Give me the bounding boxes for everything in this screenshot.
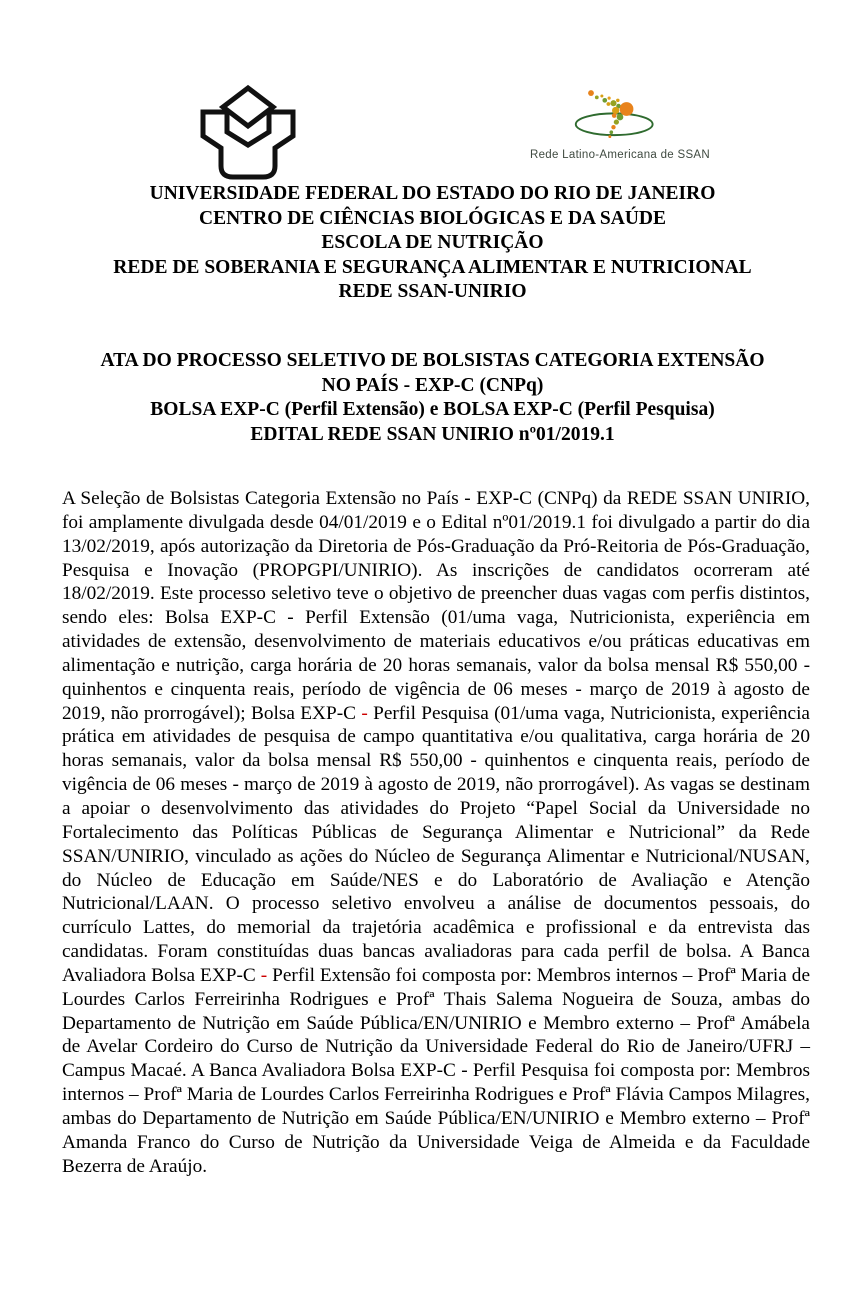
institution-header [0,182,865,305]
header-line-network: REDE DE SOBERANIA E SEGURANÇA ALIMENTAR E NUTRICIONAL [113,256,752,278]
header-line-school: ESCOLA DE NUTRIÇÃO [321,232,544,254]
header-line-center: CENTRO DE CIÊNCIAS BIOLÓGICAS E DA SAÚDE [198,207,667,229]
title-line-3: BOLSA EXP-C (Perfil Extensão) e BOLSA EXP-C (Perfil Pesquisa) [150,399,715,421]
body-text-segment: Perfil Pesquisa (01/uma vaga, Nutricionista, experiência prática em atividades de pesquisa de campo quantitativa e/ou qualitativa, carga horária de 20 horas semanais, valor da bolsa mensal R$ 550,00 - quinhentos e cinquenta reais, período de vigência de 06 meses - março de 2019 à agosto de 2019, não prorrogável). As vagas se destinam a apoiar o desenvolvimento das atividades do Projeto “Papel Social da Universidade no Fortalecimento das Políticas Públicas de Segurança Alimentar e Nutricional” da Rede SSAN/UNIRIO, vinculado as ações do Núcleo de Segurança Alimentar e Nutricional/NUSAN, do Núcleo de Educação em Saúde/NES e do Laboratório de Avaliação e Atenção Nutricional/LAAN. O processo seletivo envolveu a análise de documentos pessoais, do currículo Lattes, do memorial da trajetória acadêmica e profissional e da entrevista das candidatas. Foram constituídas duas bancas avaliadoras para cada perfil de bolsa. A Banca Avaliadora Bolsa EXP-C [62,702,810,986]
header-line-university: UNIVERSIDADE FEDERAL DO ESTADO DO RIO DE JANEIRO [149,183,716,204]
body-text-segment: A Seleção de Bolsistas Categoria Extensão no País - EXP-C (CNPq) da REDE SSAN UNIRIO, foi amplamente divulgada desde 04/01/2019 e o Edital nº01/2019.1 foi divulgado a partir do dia 13/02/2019, após autorização da Diretoria de Pós-Graduação da Pró-Reitoria de Pós-Graduação, Pesquisa e Inovação (PROPGPI/UNIRIO). As inscrições de candidatos ocorreram até 18/02/2019. Este processo seletivo teve o objetivo de preencher duas vagas com perfis distintos, sendo eles: Bolsa EXP-C - Perfil Extensão (01/uma vaga, Nutricionista, experiência em atividades de extensão, desenvolvimento de materiais educativos e/ou práticas educativas em alimentação e nutrição, carga horária de 20 horas semanais, valor da bolsa mensal R$ 550,00 - quinhentos e cinquenta reais, período de vigência de 06 meses - março de 2019 à agosto de 2019, não prorrogável); Bolsa EXP-C [62,488,810,724]
ssan-map-icon [545,88,695,146]
header-line-rede-ssan: REDE SSAN-UNIRIO [338,281,527,303]
body-red-hyphen: - [361,702,368,724]
title-line-4: EDITAL REDE SSAN UNIRIO nº01/2019.1 [250,423,615,445]
body-text-segment: Perfil Extensão foi composta por: Membros internos – Profª Maria de Lourdes Carlos Ferreirinha Rodrigues e Profª Thais Salema Nogueira de Souza, ambas do Departamento de Nutrição em Saúde Pública/EN/UNIRIO e Membro externo – Profª Amábela de Avelar Cordeiro do Curso de Nutrição da Universidade Federal do Rio de Janeiro/UFRJ – Campus Macaé. A Banca Avaliadora Bolsa EXP-C - Perfil Pesquisa foi composta por: Membros internos – Profª Maria de Lourdes Carlos Ferreirinha Rodrigues e Profª Flávia Campos Milagres, ambas do Departamento de Nutrição em Saúde Pública/EN/UNIRIO e Membro externo – Profª Amanda Franco do Curso de Nutrição da Universidade Veiga de Almeida e da Faculdade Bezerra de Araújo. [62,964,811,1177]
title-line-2: NO PAÍS - EXP-C (CNPq) [321,374,544,396]
unirio-crest-icon [196,84,300,182]
ssan-logo [518,88,722,161]
body-red-hyphen: - [260,964,268,986]
unirio-logo [196,84,300,182]
document-title [0,349,865,447]
body-paragraph [62,487,810,1178]
ssan-logo-label: Rede Latino-Americana de SSAN [529,149,710,161]
title-line-1: ATA DO PROCESSO SELETIVO DE BOLSISTAS CATEGORIA EXTENSÃO [100,350,765,371]
